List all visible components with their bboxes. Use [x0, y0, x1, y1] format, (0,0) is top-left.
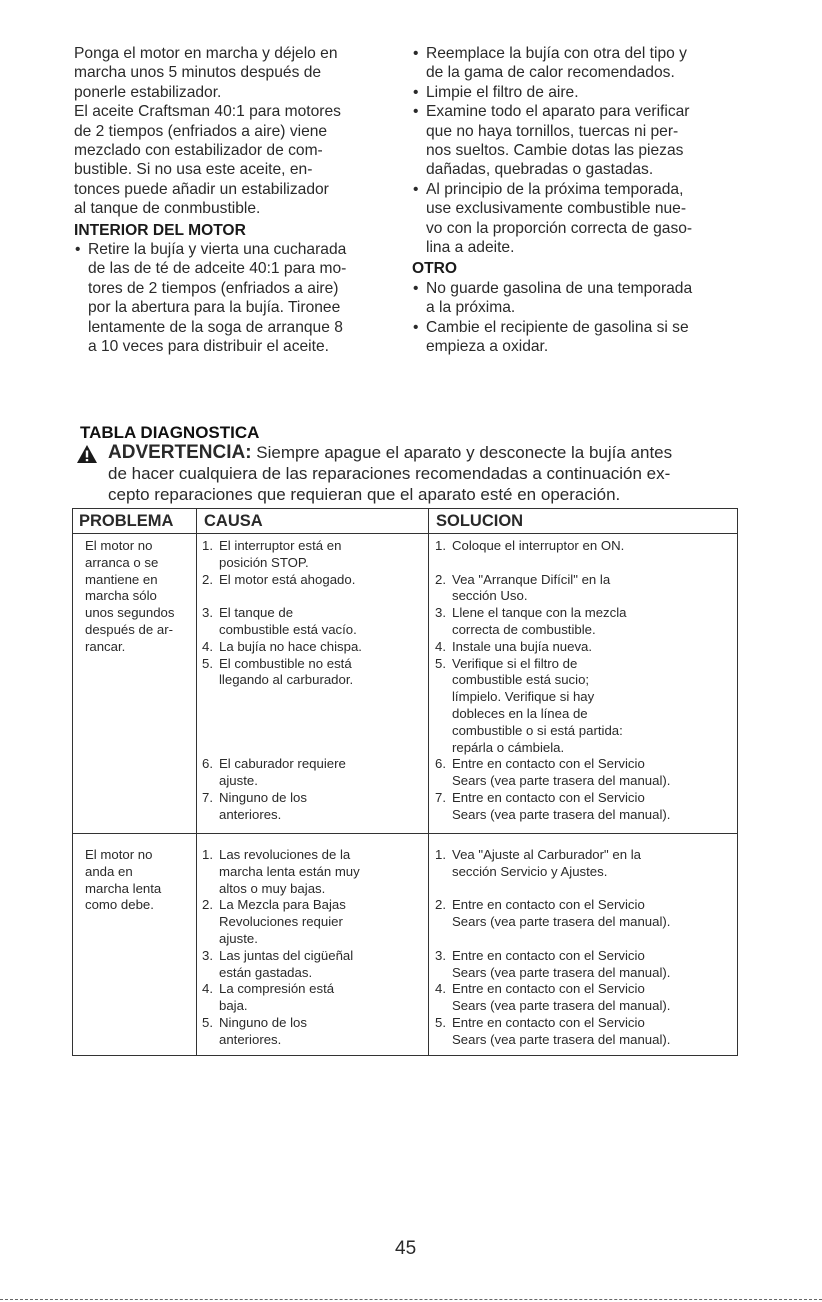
cause-item	[202, 605, 424, 639]
solution-cell	[435, 538, 735, 824]
text-line: Vea "Ajuste al Carburador" en la	[452, 847, 641, 862]
text-line: Ninguno de los	[219, 789, 307, 805]
column-divider	[428, 509, 429, 1055]
solution-item	[435, 981, 735, 1015]
page-bottom-edge	[0, 1299, 822, 1300]
header-problema: PROBLEMA	[79, 512, 174, 530]
cause-item	[202, 948, 424, 982]
text-line: Las revoluciones de la	[219, 847, 351, 862]
header-solucion: SOLUCION	[436, 512, 524, 530]
column-divider	[196, 509, 197, 1055]
cause-item	[202, 790, 424, 824]
item-number: 4.	[202, 981, 213, 997]
text-line: marcha unos 5 minutos después de	[74, 64, 322, 82]
warning-label: ADVERTENCIA:	[108, 442, 252, 463]
text-line: El aceite Craftsman 40:1 para motores	[74, 103, 341, 121]
solution-item	[435, 1015, 735, 1049]
text-line: empieza a oxidar.	[426, 338, 549, 356]
item-number: 5.	[202, 655, 213, 671]
text-line: anteriores.	[219, 1031, 282, 1047]
text-line: La compresión está	[219, 981, 335, 997]
cause-item	[202, 1015, 424, 1049]
solution-item	[435, 790, 735, 824]
text-line: marcha sólo	[85, 588, 157, 604]
row-divider	[73, 833, 737, 834]
text-line: combustible o si está partida:	[452, 722, 623, 738]
warning-text: de hacer cualquiera de las reparaciones recomendadas a continuación ex-	[108, 464, 671, 483]
cause-item	[202, 897, 424, 947]
text-line: • Limpie el filtro de aire.	[426, 83, 579, 101]
text-line: Sears (vea parte trasera del manual).	[452, 806, 671, 822]
diagnostic-table	[72, 508, 738, 1056]
text-line: por la abertura para la bujía. Tironee	[88, 299, 341, 317]
item-number: 5.	[435, 655, 446, 671]
text-line: lina a adeite.	[426, 239, 515, 257]
bullet-item	[412, 180, 742, 258]
text-line: que no haya tornillos, tuercas ni per-	[426, 122, 679, 140]
text-line: Revoluciones requier	[219, 914, 343, 930]
text-line: están gastadas.	[219, 964, 313, 980]
item-number: 2.	[435, 897, 446, 913]
bullet-list	[412, 44, 742, 257]
text-line: Instale una bujía nueva.	[452, 638, 593, 654]
text-line: sección Uso.	[452, 588, 528, 604]
text-line: Ponga el motor en marcha y déjelo en	[74, 45, 338, 62]
text-line: Entre en contacto con el Servicio	[452, 756, 645, 772]
text-line: Entre en contacto con el Servicio	[452, 947, 645, 963]
text-line: como debe.	[85, 897, 154, 913]
bullet-item	[412, 318, 742, 357]
item-number: 1.	[202, 847, 213, 862]
section-heading-interior-motor: INTERIOR DEL MOTOR	[74, 221, 246, 239]
cause-item	[202, 847, 424, 897]
text-line: límpielo. Verifique si hay	[452, 689, 595, 705]
text-line: Vea "Arranque Difícil" en la	[452, 571, 611, 587]
warning-first-line	[76, 442, 756, 463]
text-line: a 10 veces para distribuir el aceite.	[88, 338, 329, 356]
solution-item	[435, 572, 735, 606]
text-line: posición STOP.	[219, 554, 309, 570]
warning-text: cepto reparaciones que requieran que el aparato esté en operación.	[108, 485, 621, 504]
text-line: • Examine todo el aparato para verificar	[426, 103, 690, 121]
warning-notice	[76, 442, 756, 505]
text-line: ajuste.	[219, 930, 258, 946]
solution-item	[435, 897, 735, 947]
solution-item	[435, 656, 735, 757]
bullet-item	[412, 83, 742, 102]
bullet-list	[412, 279, 742, 357]
cause-item	[202, 981, 424, 1015]
warning-text: Siempre apague el aparato y desconecte la bujía antes	[256, 443, 673, 462]
text-line: Entre en contacto con el Servicio	[452, 1014, 645, 1030]
solution-item	[435, 948, 735, 982]
solution-item	[435, 847, 735, 897]
text-line: • Cambie el recipiente de gasolina si se	[426, 318, 689, 336]
text-line: • Retire la bujía y vierta una cucharada	[88, 241, 347, 259]
text-line: baja.	[219, 998, 248, 1014]
text-line: Sears (vea parte trasera del manual).	[452, 914, 671, 930]
solution-item	[435, 639, 735, 656]
diagnostic-table-title: TABLA DIAGNOSTICA	[80, 423, 260, 442]
item-number: 3.	[202, 605, 213, 621]
left-text-column	[74, 44, 400, 357]
text-line: correcta de combustible.	[452, 621, 596, 637]
text-line: ponerle estabilizador.	[74, 83, 222, 101]
text-line: marcha lenta están muy	[219, 863, 360, 879]
text-line: Sears (vea parte trasera del manual).	[452, 964, 671, 980]
text-line: use exclusivamente combustible nue-	[426, 200, 687, 218]
cause-item	[202, 656, 424, 757]
text-line: de la gama de calor recomendados.	[426, 64, 675, 82]
item-number: 4.	[202, 638, 213, 654]
text-line: tores de 2 tiempos (enfriados a aire)	[88, 279, 339, 297]
text-line: La bujía no hace chispa.	[219, 638, 362, 654]
text-line: dobleces en la línea de	[452, 705, 588, 721]
text-line: de las de té de adceite 40:1 para mo-	[88, 260, 347, 278]
cause-cell	[202, 538, 424, 824]
text-line: Sears (vea parte trasera del manual).	[452, 998, 671, 1014]
text-line: bustible. Si no usa este aceite, en-	[74, 161, 313, 179]
text-line: anteriores.	[219, 806, 282, 822]
item-number: 2.	[202, 571, 213, 587]
text-line: Sears (vea parte trasera del manual).	[452, 1031, 671, 1047]
text-line: El motor no	[85, 847, 153, 862]
text-line: después de ar-	[85, 621, 173, 637]
item-number: 6.	[435, 756, 446, 772]
text-line: tonces puede añadir un estabilizador	[74, 180, 329, 198]
page-number: 45	[395, 1238, 417, 1259]
text-line: El interruptor está en	[219, 538, 342, 553]
text-line: La Mezcla para Bajas	[219, 897, 346, 913]
text-line: • No guarde gasolina de una temporada	[426, 279, 693, 297]
text-line: al tanque de conmbustible.	[74, 200, 261, 218]
intro-paragraph	[74, 44, 400, 219]
text-line: mantiene en	[85, 571, 158, 587]
solution-item	[435, 538, 735, 572]
text-line: El tanque de	[219, 605, 294, 621]
text-line: El motor está ahogado.	[219, 571, 356, 587]
item-number: 1.	[435, 847, 446, 862]
bullet-item	[412, 102, 742, 180]
text-line: Coloque el interruptor en ON.	[452, 538, 625, 553]
item-number: 1.	[202, 538, 213, 553]
text-line: de 2 tiempos (enfriados a aire) viene	[74, 122, 328, 140]
text-line: El combustible no está	[219, 655, 352, 671]
item-number: 4.	[435, 638, 446, 654]
problem-cell	[85, 847, 195, 914]
text-line: vo con la proporción correcta de gaso-	[426, 219, 693, 237]
text-line: repárla o cámbiela.	[452, 739, 565, 755]
text-line: marcha lenta	[85, 880, 162, 896]
item-number: 7.	[435, 789, 446, 805]
item-number: 3.	[202, 947, 213, 963]
text-line: nos sueltos. Cambie dotas las piezas	[426, 142, 684, 160]
text-line: sección Servicio y Ajustes.	[452, 863, 608, 879]
text-line: unos segundos	[85, 605, 175, 621]
bullet-item	[412, 279, 742, 318]
bullet-item	[74, 240, 400, 356]
warning-triangle-icon	[76, 444, 98, 464]
text-line: altos o muy bajas.	[219, 880, 326, 896]
item-number: 4.	[435, 981, 446, 997]
item-number: 3.	[435, 605, 446, 621]
item-number: 1.	[435, 538, 446, 553]
item-number: 2.	[202, 897, 213, 913]
cause-item	[202, 639, 424, 656]
text-line: anda en	[85, 863, 133, 879]
text-line: a la próxima.	[426, 299, 516, 317]
header-divider	[73, 533, 737, 534]
item-number: 3.	[435, 947, 446, 963]
text-line: Las juntas del cigüeñal	[219, 947, 354, 963]
text-line: Llene el tanque con la mezcla	[452, 605, 627, 621]
right-text-column	[412, 44, 742, 357]
solution-cell	[435, 847, 735, 1049]
text-line: El motor no	[85, 538, 153, 553]
cause-item	[202, 538, 424, 572]
text-line: ajuste.	[219, 773, 258, 789]
text-line: Verifique si el filtro de	[452, 655, 578, 671]
text-line: Sears (vea parte trasera del manual).	[452, 773, 671, 789]
text-line: El caburador requiere	[219, 756, 346, 772]
text-line: Entre en contacto con el Servicio	[452, 897, 645, 913]
text-line: Entre en contacto con el Servicio	[452, 789, 645, 805]
text-line: combustible está vacío.	[219, 621, 357, 637]
text-line: llegando al carburador.	[219, 672, 354, 688]
text-line: • Al principio de la próxima temporada,	[426, 180, 684, 198]
cause-item	[202, 572, 424, 606]
item-number: 5.	[202, 1014, 213, 1030]
solution-item	[435, 605, 735, 639]
text-line: dañadas, quebradas o gastadas.	[426, 161, 654, 179]
text-line: mezclado con estabilizador de com-	[74, 142, 323, 160]
text-line: combustible está sucio;	[452, 672, 590, 688]
text-line: lentamente de la soga de arranque 8	[88, 318, 343, 336]
text-line: arranca o se	[85, 554, 159, 570]
text-line: rancar.	[85, 638, 126, 654]
section-heading-otro: OTRO	[412, 260, 458, 278]
item-number: 6.	[202, 756, 213, 772]
solution-item	[435, 756, 735, 790]
text-line: • Reemplace la bujía con otra del tipo y	[426, 45, 687, 62]
header-causa: CAUSA	[204, 512, 263, 530]
cause-item	[202, 756, 424, 790]
item-number: 2.	[435, 571, 446, 587]
text-line: Ninguno de los	[219, 1014, 307, 1030]
bullet-item	[412, 44, 742, 83]
text-line: Entre en contacto con el Servicio	[452, 981, 645, 997]
problem-cell	[85, 538, 195, 656]
bullet-list	[74, 240, 400, 356]
item-number: 7.	[202, 789, 213, 805]
item-number: 5.	[435, 1014, 446, 1030]
cause-cell	[202, 847, 424, 1049]
